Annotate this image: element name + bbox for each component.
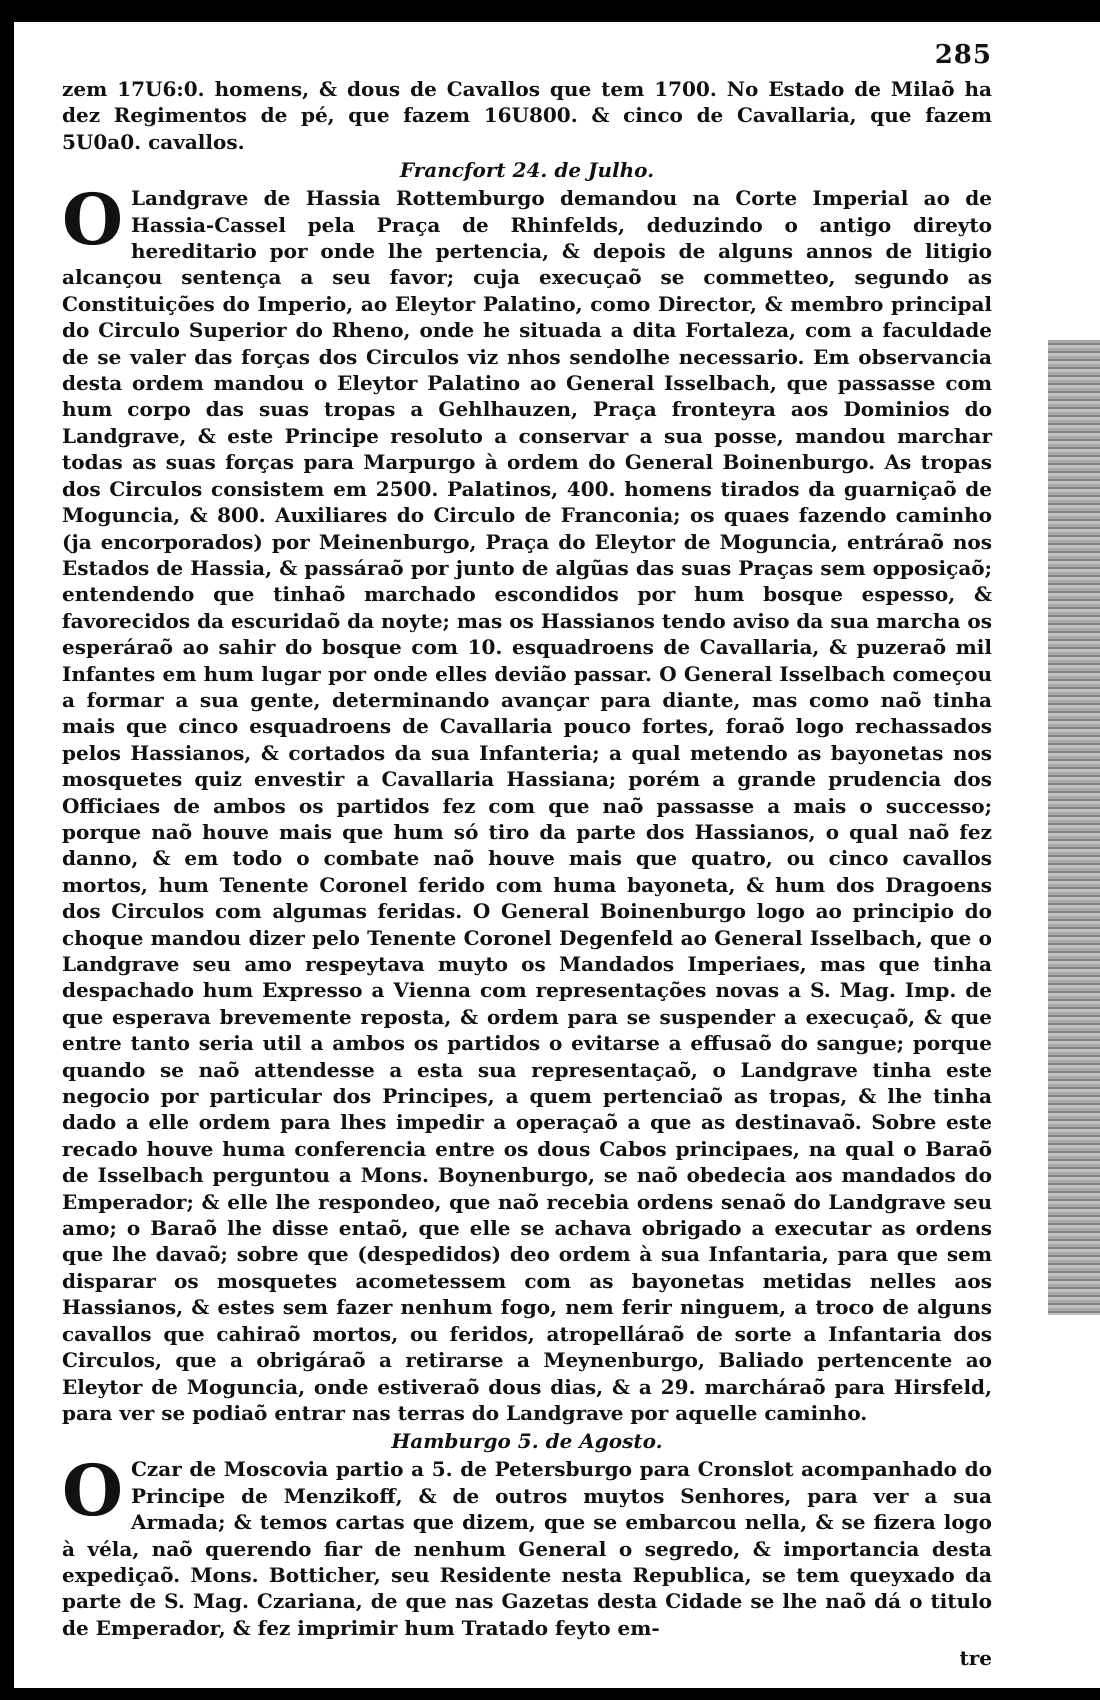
- adjacent-page-shadow: [1048, 340, 1100, 1315]
- article-francfort: OLandgrave de Hassia Rottemburgo demandou na Corte Imperial ao de Hassia-Cassel pela Praça de Rhinfelds, deduzindo o antigo direyto hereditario por onde lhe pertencia, & depois de alguns annos de litigio alcançou sentença a seu favor; cuja execuçaõ se commetteo, segundo as Constituições do Imperio, ao Eleytor Palatino, como Director, & membro principal do Circulo Superior do Rheno, onde he situada a dita Fortaleza, com a faculdade de se valer das forças dos Circulos viz nhos sendolhe necessario. Em observancia desta ordem mandou o Eleytor Palatino ao General Isselbach, que passasse com hum corpo das suas tropas a Gehlhauzen, Praça fronteyra aos Dominios do Landgrave, & este Principe resoluto a conservar a sua posse, mandou marchar todas as suas forças para Marpurgo à ordem do General Boinenburgo. As tropas dos Circulos consistem em 2500. Palatinos, 400. homens tirados da guarniçaõ de Moguncia, & 800. Auxiliares do Circulo de Franconia; os quaes fazendo caminho (ja encorporados) por Meinenburgo, Praça do Eleytor de Moguncia, entráraõ nos Estados de Hassia, & passáraõ por junto de algũas das suas Praças sem opposiçaõ; entendendo que tinhaõ marchado escondidos por hum bosque espesso, & favorecidos da escuridaõ da noyte; mas os Hassianos tendo aviso da sua marcha os esperáraõ ao sahir do bosque com 10. esquadroens de Cavallaria, & puzeraõ mil Infantes em hum lugar por onde elles devião passar. O General Isselbach começou a formar a sua gente, determinando avançar para diante, mas como naõ tinha mais que cinco esquadroens de Cavallaria pouco fortes, foraõ logo rechassados pelos Hassianos, & cortados da sua Infanteria; a qual metendo as bayonetas nos mosquetes quiz envestir a Cavallaria Hassiana; porém a grande prudencia dos Officiaes de ambos os partidos fez com que naõ passasse a mais o successo; porque naõ houve mais que hum só tiro da parte dos Hassianos, o qual naõ fez danno, & em todo o combate naõ houve mais que quatro, ou cinco cavallos mortos, hum Tenente Coronel ferido com huma bayoneta, & hum dos Dragoens dos Circulos com algumas feridas. O General Boinenburgo logo ao principio do choque mandou dizer pelo Tenente Coronel Degenfeld ao General Isselbach, que o Landgrave seu amo respeytava muyto os Mandados Imperiaes, mas que tinha despachado hum Expresso a Vienna com representações novas a S. Mag. Imp. de que esperava brevemente reposta, & ordem para se suspender a execuçaõ, & que entre tanto seria util a ambos os partidos o evitarse a effusaõ do sangue; porque quando se naõ attendesse a esta sua representaçaõ, o Landgrave tinha este negocio por particular dos Principes, a quem pertenciaõ as tropas, & lhe tinha dado a elle ordem para lhes impedir a operaçaõ a que as destinavaõ. Sobre este recado houve huma conferencia entre os dous Cabos principaes, na qual o Baraõ de Isselbach perguntou a Mons. Boynenburgo, se naõ obedecia aos mandados do Emperador; & elle lhe respondeo, que naõ recebia ordens senaõ do Landgrave seu amo; o Baraõ lhe disse entaõ, que elle se achava obrigado a executar as ordens que lhe davaõ; sobre que (despedidos) deo ordem à sua Infantaria, para que sem disparar os mosquetes acometessem com as bayonetas metidas nelles aos Hassianos, & estes sem fazer nenhum fogo, nem ferir ninguem, a troco de alguns cavallos que cahiraõ mortos, ou feridos, atropelláraõ de sorte a Infantaria dos Circulos, que a obrigáraõ a retirarse a Meynenburgo, Baliado pertencente ao Eleytor de Moguncia, onde estiveraõ dous dias, & a 29. marcháraõ para Hirsfeld, para ver se podiaõ entrar nas terras do Landgrave por aquelle caminho.: [62, 178, 992, 1425]
- scan-border-left: [0, 0, 14, 1700]
- gazette-page: [62, 40, 992, 1680]
- scan-border-top: [0, 0, 1100, 22]
- scan-border-bottom: [0, 1688, 1100, 1700]
- catchword: tre: [959, 1646, 992, 1671]
- page-number: 285: [934, 40, 992, 70]
- page-text: [62, 76, 992, 1672]
- opening-text: zem 17U6:0. homens, & dous de Cavallos que tem 1700. No Estado de Milaõ ha dez Regimentos de pé, que fazem 16U800. & cinco de Cavallaria, que fazem 5U0a0. cavallos.: [62, 77, 992, 154]
- article-hamburgo: OCzar de Moscovia partio a 5. de Petersburgo para Cronslot acompanhado do Principe de Menzikoff, & de outros muytos Senhores, para ver a sua Armada; & temos cartas que dizem, que se embarcou nella, & se fizera logo à véla, naõ querendo fiar de nenhum General o segredo, & importancia desta expediçaõ. Mons. Botticher, seu Residente nesta Republica, se tem queyxado da parte de S. Mag. Czariana, de que nas Gazetas desta Cidade se lhe naõ dá o titulo de Emperador, & fez imprimir hum Tratado feyto em-: [62, 1449, 992, 1640]
- dateline-hamburgo: Hamburgo 5. de Agosto.: [391, 1429, 663, 1454]
- dateline-francfort: Francfort 24. de Julho.: [399, 158, 655, 183]
